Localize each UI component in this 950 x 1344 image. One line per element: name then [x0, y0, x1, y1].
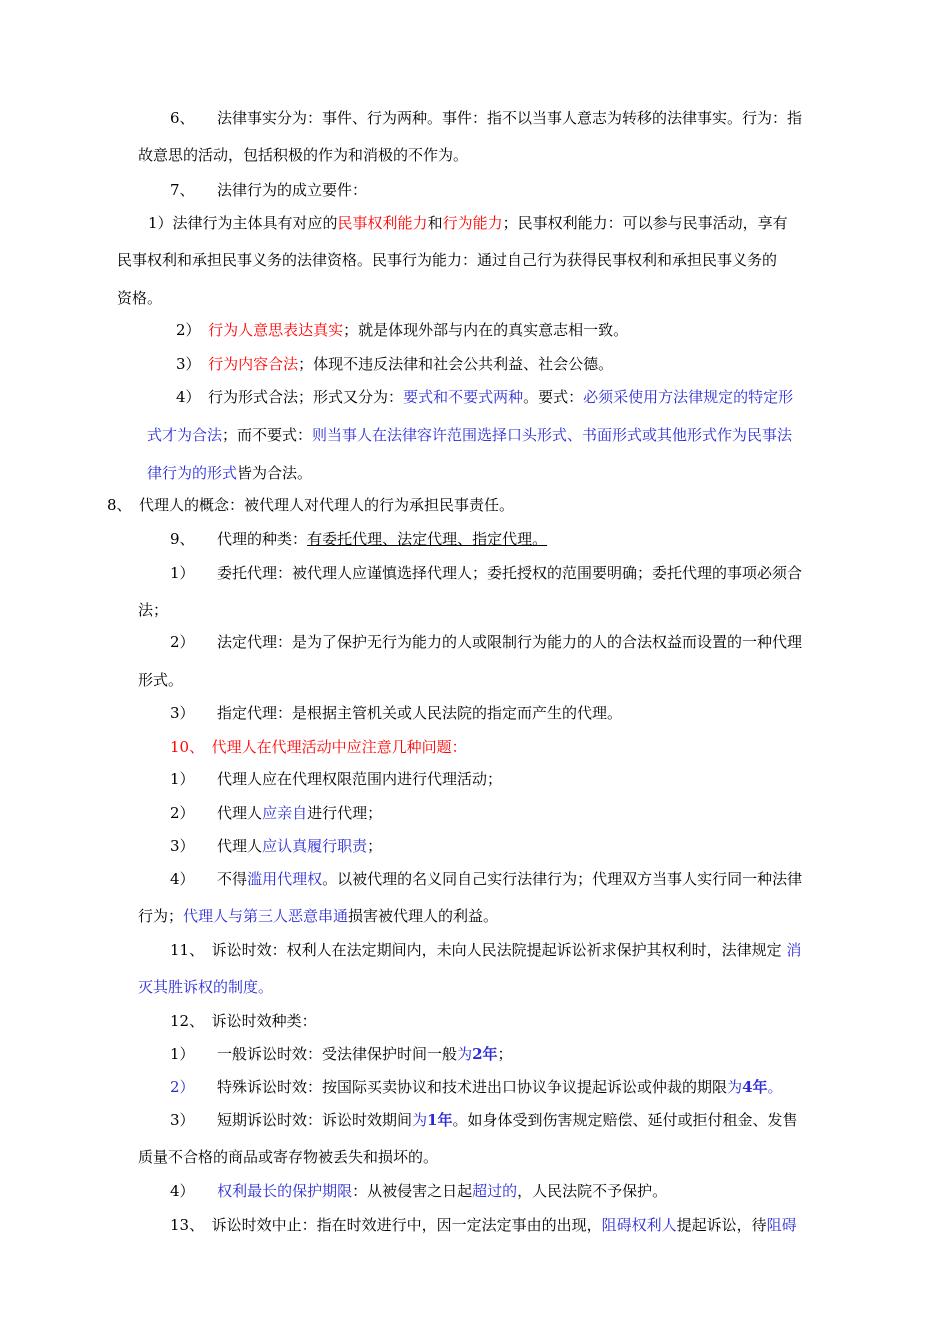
text-segment: 法律行为的成立要件： — [187, 181, 368, 199]
text-line — [138, 145, 468, 165]
text-segment: 诉讼时效中止：指在时效进行中，因一定法定事由的出现， — [196, 1216, 602, 1234]
text-segment: 8、 — [107, 496, 125, 514]
text-segment — [193, 355, 208, 373]
highlighted-text: 行为内容合法 — [208, 355, 299, 373]
text-line — [170, 737, 467, 757]
text-line — [170, 836, 382, 856]
text-line — [147, 463, 312, 483]
text-segment: 不得 — [187, 870, 248, 888]
text-segment: 3） — [170, 837, 188, 855]
text-segment: ； — [497, 1045, 513, 1063]
text-line — [170, 1011, 317, 1031]
highlighted-text: 权利最长的保护期限 — [217, 1182, 353, 1200]
text-segment: 3） — [170, 1111, 188, 1129]
text-segment: 代理人 — [187, 804, 263, 822]
text-line — [138, 1147, 438, 1167]
text-segment: 法定代理：是为了保护无行为能力的人或限制行为能力的人的合法权益而设置的一种代理 — [187, 633, 803, 651]
text-line — [170, 703, 622, 723]
text-line — [170, 1044, 513, 1064]
highlighted-text: 代理人与第三人恶意串通 — [183, 907, 349, 925]
text-segment: 代理人的概念：被代理人对代理人的行为承担民事责任。 — [124, 496, 515, 514]
text-line — [176, 354, 613, 374]
text-segment: 法律事实分为：事件、行为两种。事件：指不以当事人意志为转移的法律事实。行为：指 — [187, 109, 803, 127]
text-segment: 4） — [170, 870, 188, 888]
text-segment: 行为形式合法；形式又分为： — [193, 388, 404, 406]
text-segment: 13、 — [170, 1216, 197, 1234]
text-segment: 进行代理； — [307, 804, 383, 822]
text-segment: 7、 — [170, 181, 188, 199]
text-segment: 民事权利和承担民事义务的法律资格。民事行为能力：通过自己行为获得民事权利和承担民事义务的 — [117, 251, 778, 269]
highlighted-text: 阻碍 — [766, 1216, 797, 1234]
highlighted-text: 2年 — [472, 1045, 498, 1063]
text-segment: 。要式： — [523, 388, 584, 406]
text-segment: 12、 — [170, 1012, 197, 1030]
text-segment: 资格。 — [117, 289, 163, 307]
text-segment: 1）法律行为主体具有对应的 — [148, 214, 338, 232]
highlighted-text: 行为能力 — [442, 214, 503, 232]
text-segment: 1） — [170, 564, 188, 582]
text-line — [147, 425, 792, 445]
text-line — [170, 632, 802, 652]
highlighted-text: 4年 — [742, 1078, 768, 1096]
text-segment: 1） — [170, 1045, 188, 1063]
highlighted-text: 行为人意思表达真实 — [208, 321, 344, 339]
highlighted-text: 要式和不要式两种 — [403, 388, 524, 406]
text-segment — [187, 1182, 217, 1200]
text-line — [138, 600, 168, 620]
text-segment: 代理人应在代理权限范围内进行代理活动； — [187, 770, 503, 788]
text-segment: 委托代理：被代理人应谨慎选择代理人；委托授权的范围要明确；委托代理的事项必须合 — [187, 564, 803, 582]
highlighted-text: 。 — [767, 1078, 783, 1096]
highlighted-text: 民事权利能力 — [337, 214, 428, 232]
highlighted-text: 超过的 — [472, 1182, 518, 1200]
text-segment: 11、 — [170, 941, 197, 959]
highlighted-text: 滥用代理权 — [247, 870, 323, 888]
text-segment: 3） — [170, 704, 188, 722]
text-segment: 和 — [427, 214, 443, 232]
text-line — [148, 213, 788, 233]
text-segment: 9、 — [170, 530, 188, 548]
text-segment: ；而不要式： — [222, 426, 313, 444]
text-segment: 诉讼时效：权利人在法定期间内，未向人民法院提起诉讼祈求保护其权利时，法律规定 — [196, 941, 782, 959]
text-segment: 诉讼时效种类： — [196, 1012, 317, 1030]
text-segment: ； — [367, 837, 383, 855]
text-segment: 。如身体受到伤害规定赔偿、延付或拒付租金、发售 — [452, 1111, 798, 1129]
text-segment: 2） — [170, 804, 188, 822]
text-segment: ；就是体现外部与内在的真实意志相一致。 — [343, 321, 629, 339]
highlighted-text: 1年 — [427, 1111, 453, 1129]
highlighted-text: 式才为合法 — [147, 426, 223, 444]
highlighted-text: 为 — [727, 1078, 743, 1096]
text-segment: 。以被代理的名义同自己实行法律行为；代理双方当事人实行同一种法律 — [322, 870, 803, 888]
text-line — [170, 940, 801, 960]
highlighted-text: 灭其胜诉权的制度。 — [138, 978, 274, 996]
text-line — [107, 495, 514, 515]
text-segment: 2） — [176, 321, 194, 339]
highlighted-text: 则当事人在法律容许范围选择口头形式、书面形式或其他形式作为民事法 — [312, 426, 793, 444]
highlighted-text: 律行为的形式 — [147, 464, 238, 482]
text-segment: 行为； — [138, 907, 184, 925]
text-segment: 一般诉讼时效：受法律保护时间一般 — [187, 1045, 458, 1063]
highlighted-text: 为 — [412, 1111, 428, 1129]
text-segment: 特殊诉讼时效：按国际买卖协议和技术进出口协议争议提起诉讼或仲裁的期限 — [187, 1078, 728, 1096]
text-segment: 提起诉讼，待 — [676, 1216, 767, 1234]
highlighted-text: 10、 — [170, 738, 197, 756]
text-segment — [193, 321, 208, 339]
text-line — [138, 906, 498, 926]
text-line — [170, 869, 802, 889]
highlighted-text: 2） — [170, 1078, 188, 1096]
highlighted-text: 为 — [457, 1045, 473, 1063]
highlighted-text: 代理人在代理活动中应注意几种问题： — [196, 738, 467, 756]
text-line — [117, 288, 162, 308]
text-line — [170, 563, 802, 583]
text-line — [170, 1077, 783, 1097]
text-line — [170, 1181, 667, 1201]
text-segment: 指定代理：是根据主管机关或人民法院的指定而产生的代理。 — [187, 704, 623, 722]
text-line — [117, 250, 777, 270]
highlighted-text: 应认真履行职责 — [262, 837, 368, 855]
text-segment: ；民事权利能力：可以参与民事活动，享有 — [502, 214, 788, 232]
text-line — [138, 670, 183, 690]
text-segment: 4） — [170, 1182, 188, 1200]
text-line — [170, 1215, 797, 1235]
text-line — [170, 803, 382, 823]
highlighted-text: 阻碍权利人 — [601, 1216, 677, 1234]
highlighted-text: 有委托代理、法定代理、指定代理。 — [307, 530, 548, 548]
text-segment: 2） — [170, 633, 188, 651]
text-segment: 故意思的活动，包括积极的作为和消极的不作为。 — [138, 146, 469, 164]
text-segment: 质量不合格的商品或寄存物被丢失和损坏的。 — [138, 1148, 439, 1166]
text-segment: 形式。 — [138, 671, 184, 689]
text-segment: 6、 — [170, 109, 188, 127]
text-segment: 代理人 — [187, 837, 263, 855]
text-segment: 皆为合法。 — [237, 464, 313, 482]
text-line — [170, 108, 802, 128]
text-segment: 代理的种类： — [187, 530, 308, 548]
text-segment: 法； — [138, 601, 169, 619]
text-line — [170, 769, 502, 789]
text-segment: 损害被代理人的利益。 — [348, 907, 499, 925]
text-line — [176, 320, 628, 340]
text-line — [176, 387, 793, 407]
highlighted-text: 应亲自 — [262, 804, 308, 822]
highlighted-text: 必须采使用方法律规定的特定形 — [583, 388, 794, 406]
text-segment: ；体现不违反法律和社会公共利益、社会公德。 — [298, 355, 614, 373]
text-segment: 4） — [176, 388, 194, 406]
text-line — [138, 977, 273, 997]
text-segment: ：从被侵害之日起 — [352, 1182, 473, 1200]
text-segment: 3） — [176, 355, 194, 373]
text-segment: ，人民法院不予保护。 — [517, 1182, 668, 1200]
highlighted-text: 消 — [781, 941, 802, 959]
text-segment: 短期诉讼时效：诉讼时效期间 — [187, 1111, 413, 1129]
text-line — [170, 180, 367, 200]
text-segment: 1） — [170, 770, 188, 788]
text-line — [170, 1110, 798, 1130]
text-line — [170, 529, 547, 549]
